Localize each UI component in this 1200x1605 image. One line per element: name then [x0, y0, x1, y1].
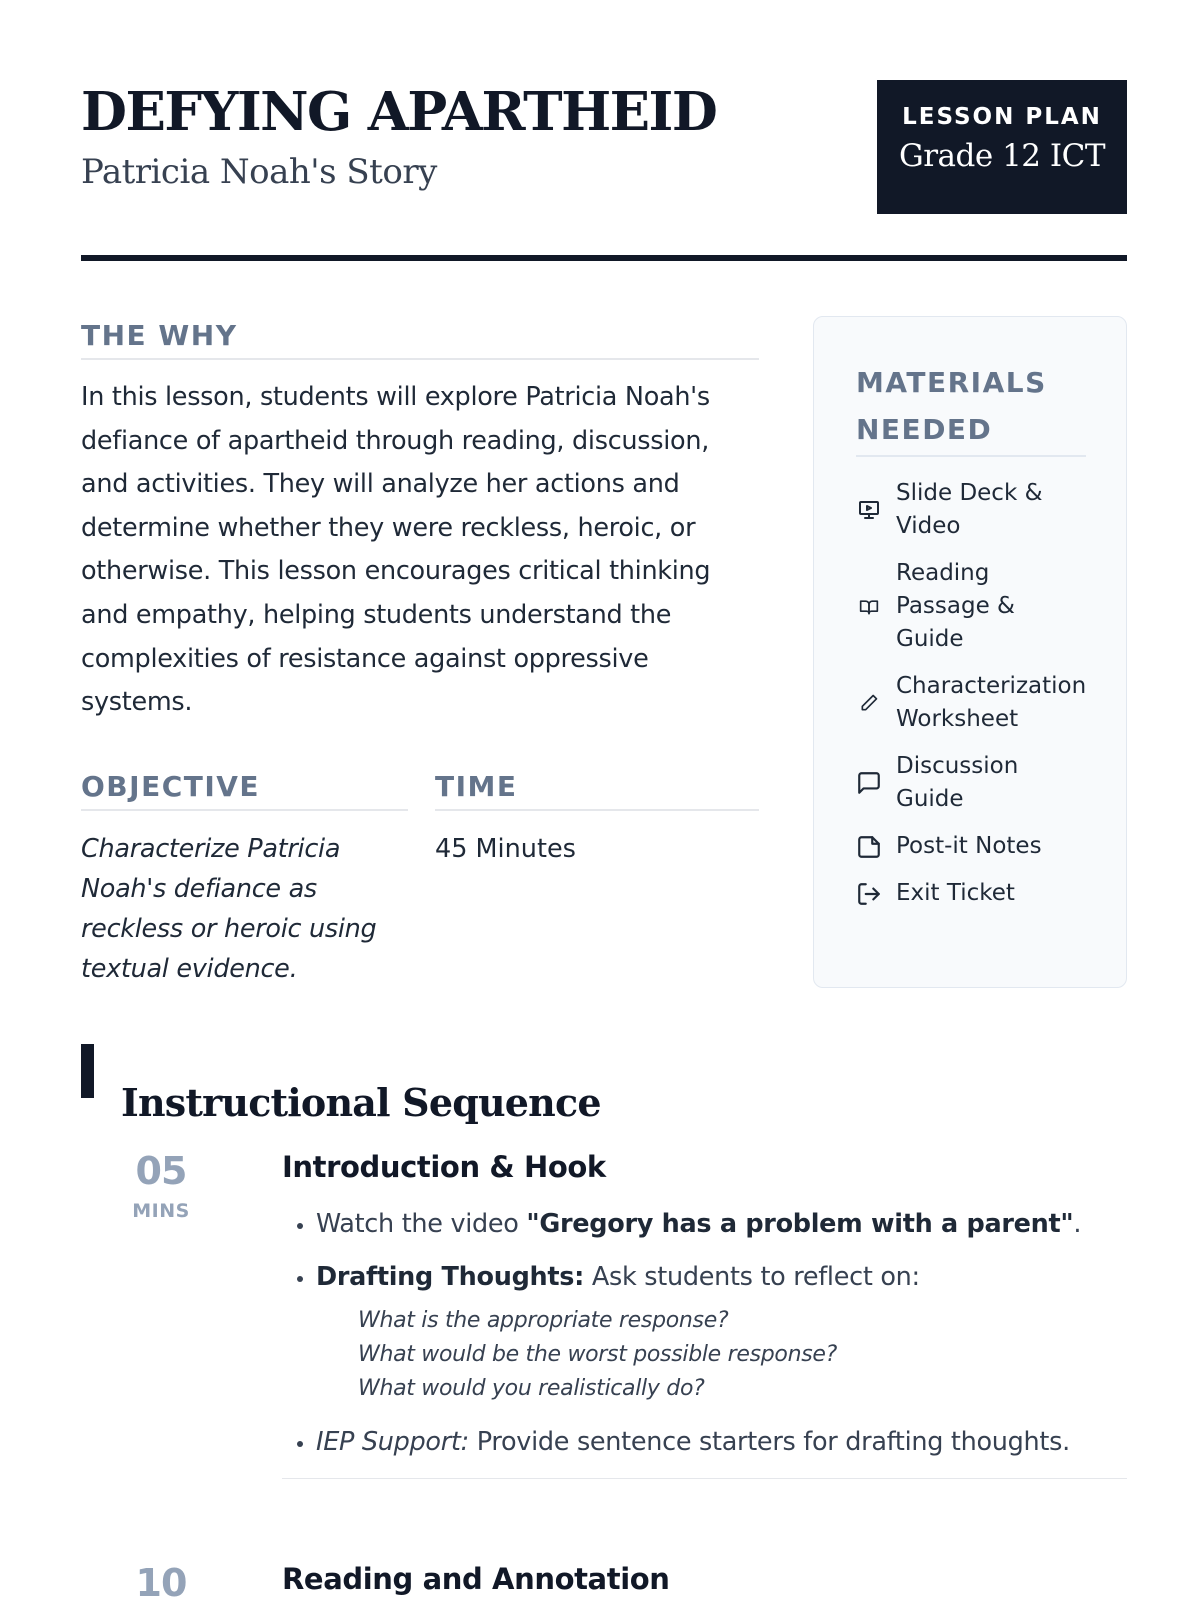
material-item — [856, 557, 1086, 656]
step-title: Introduction & Hook — [282, 1150, 606, 1184]
bullet-video — [316, 1207, 1127, 1241]
heading-accent-bar — [81, 1044, 94, 1098]
why-heading: THE WHY — [81, 322, 759, 360]
step-title: Reading and Annotation — [282, 1562, 670, 1596]
reflection-prompt: What would be the worst possible response? — [358, 1341, 837, 1367]
material-item — [856, 830, 1086, 863]
material-item — [856, 877, 1086, 910]
time-heading: TIME — [435, 773, 759, 811]
bullet-lead: Drafting Thoughts: — [316, 1261, 585, 1292]
material-label: Reading Passage & Guide — [896, 560, 1015, 652]
material-label: Slide Deck & Video — [896, 480, 1043, 539]
bullet-text: Provide sentence starters for drafting thoughts. — [468, 1426, 1070, 1457]
step-body — [282, 1152, 1127, 1479]
badge-grade: Grade 12 ICT — [898, 138, 1106, 174]
lesson-plan-badge — [877, 80, 1127, 214]
step-divider — [282, 1478, 1127, 1480]
reflection-prompt: What is the appropriate response? — [358, 1307, 729, 1333]
bullet-drafting — [316, 1260, 1127, 1406]
objective-section — [81, 770, 408, 989]
step-body — [282, 1564, 1127, 1597]
objective-text: Characterize Patricia Noah's defiance as reckless or heroic using textual evidence. — [81, 834, 377, 984]
step-duration — [81, 1561, 241, 1605]
material-label: Discussion Guide — [896, 753, 1019, 812]
step-minutes: 10 — [135, 1561, 187, 1605]
step-minutes-label: MINS — [132, 1200, 190, 1222]
badge-label: LESSON PLAN — [902, 104, 1102, 130]
bullet-text: Ask students to reflect on: — [584, 1261, 920, 1292]
page-subtitle: Patricia Noah's Story — [81, 152, 437, 192]
bullet-text: . — [1073, 1208, 1082, 1239]
material-item — [856, 750, 1086, 816]
lesson-header — [81, 80, 1127, 260]
bullet-iep — [316, 1425, 1127, 1459]
chat-bubble-icon — [856, 770, 882, 796]
video-title: "Gregory has a problem with a parent" — [526, 1208, 1074, 1239]
material-item — [856, 670, 1086, 736]
bullet-lead: IEP Support: — [316, 1426, 469, 1457]
step-duration — [81, 1149, 241, 1222]
material-label: Post-it Notes — [896, 833, 1042, 859]
material-label: Exit Ticket — [896, 880, 1015, 906]
material-label: Characterization Worksheet — [896, 673, 1087, 732]
time-text: 45 Minutes — [435, 834, 576, 864]
materials-panel — [813, 316, 1127, 988]
reflection-prompt: What would you realistically do? — [358, 1375, 705, 1401]
objective-heading: OBJECTIVE — [81, 773, 408, 811]
step-minutes: 05 — [135, 1149, 187, 1193]
presentation-icon — [856, 497, 882, 523]
time-section — [435, 770, 759, 869]
step-bullets — [282, 1207, 1127, 1459]
pencil-icon — [856, 690, 882, 716]
material-item — [856, 477, 1086, 543]
sequence-heading: Instructional Sequence — [121, 1079, 601, 1125]
bullet-text: Watch the video — [316, 1208, 527, 1239]
materials-list — [856, 477, 1086, 910]
sticky-note-icon — [856, 834, 882, 860]
why-text: In this lesson, students will explore Patricia Noah's defiance of apartheid through reading, discussion, and activities. They will analyze her actions and determine whether they were reckless, heroic, or otherwise. This lesson encourages critical thinking and empathy, helping students understand the complexities of resistance against oppressive systems. — [81, 382, 711, 718]
exit-icon — [856, 881, 882, 907]
materials-heading: MATERIALS NEEDED — [856, 359, 1086, 457]
header-divider — [81, 255, 1127, 261]
open-book-icon — [856, 594, 882, 620]
page-title: DEFYING APARTHEID — [81, 81, 717, 143]
reflection-prompts — [358, 1304, 1127, 1406]
why-section — [81, 319, 759, 725]
